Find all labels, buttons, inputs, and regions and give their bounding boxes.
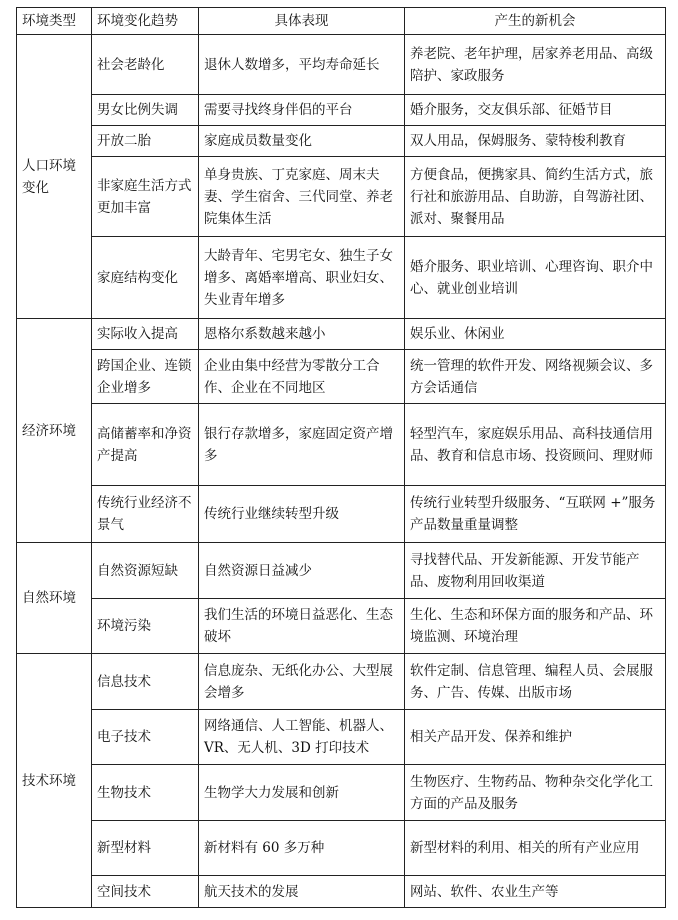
manifestation-cell: 信息庞杂、无纸化办公、大型展会增多 [199,654,405,710]
table-row [17,599,666,654]
table-row [17,821,666,876]
table-row [17,237,666,319]
table-row [17,876,666,908]
manifestation-cell: 银行存款增多，家庭固定资产增多 [199,404,405,486]
trend-cell: 环境污染 [92,599,199,654]
manifestation-cell: 自然资源日益减少 [199,543,405,599]
manifestation-cell: 单身贵族、丁克家庭、周末夫妻、学生宿舍、三代同堂、养老院集体生活 [199,157,405,237]
opportunity-cell: 轻型汽车，家庭娱乐用品、高科技通信用品、教育和信息市场、投资顾问、理财师 [405,404,666,486]
manifestation-cell: 新材料有 60 多万种 [199,821,405,876]
opportunity-cell: 生化、生态和环保方面的服务和产品、环境监测、环境治理 [405,599,666,654]
trend-cell: 生物技术 [92,765,199,821]
trend-cell: 家庭结构变化 [92,237,199,319]
trend-cell: 实际收入提高 [92,319,199,350]
category-cell: 技术环境 [17,654,92,908]
opportunity-cell: 方便食品，便携家具、简约生活方式，旅行社和旅游用品、自助游，自驾游社团、派对、聚餐用品 [405,157,666,237]
header-trend: 环境变化趋势 [92,8,199,35]
manifestation-cell: 网络通信、人工智能、机器人、VR、无人机、3D 打印技术 [199,710,405,765]
table-row [17,35,666,95]
trend-cell: 信息技术 [92,654,199,710]
opportunity-cell: 婚介服务，交友俱乐部、征婚节目 [405,95,666,126]
table-row [17,543,666,599]
trend-cell: 跨国企业、连锁企业增多 [92,350,199,404]
header-manifestation: 具体表现 [199,8,405,35]
trend-cell: 社会老龄化 [92,35,199,95]
trend-cell: 空间技术 [92,876,199,908]
manifestation-cell: 大龄青年、宅男宅女、独生子女增多、离婚率增高、职业妇女、失业青年增多 [199,237,405,319]
table-row [17,486,666,543]
manifestation-cell: 传统行业继续转型升级 [199,486,405,543]
opportunity-cell: 娱乐业、休闲业 [405,319,666,350]
table-row [17,350,666,404]
opportunity-cell: 婚介服务、职业培训、心理咨询、职介中心、就业创业培训 [405,237,666,319]
opportunity-cell: 相关产品开发、保养和维护 [405,710,666,765]
trend-cell: 新型材料 [92,821,199,876]
manifestation-cell: 企业由集中经营为零散分工合作、企业在不同地区 [199,350,405,404]
opportunity-cell: 统一管理的软件开发、网络视频会议、多方会话通信 [405,350,666,404]
table-body [17,8,666,908]
manifestation-cell: 生物学大力发展和创新 [199,765,405,821]
opportunity-cell: 软件定制、信息管理、编程人员、会展服务、广告、传媒、出版市场 [405,654,666,710]
header-env-type: 环境类型 [17,8,92,35]
opportunity-cell: 双人用品，保姆服务、蒙特梭利教育 [405,126,666,157]
manifestation-cell: 我们生活的环境日益恶化、生态破坏 [199,599,405,654]
environment-opportunity-table [16,7,666,908]
manifestation-cell: 航天技术的发展 [199,876,405,908]
table-row [17,654,666,710]
trend-cell: 开放二胎 [92,126,199,157]
table-row [17,95,666,126]
opportunity-cell: 传统行业转型升级服务、“互联网 +”服务产品数量重量调整 [405,486,666,543]
category-cell: 自然环境 [17,543,92,654]
opportunity-cell: 网站、软件、农业生产等 [405,876,666,908]
table-row [17,157,666,237]
category-cell: 人口环境变化 [17,35,92,319]
opportunity-cell: 新型材料的利用、相关的所有产业应用 [405,821,666,876]
table-row [17,126,666,157]
table-row [17,710,666,765]
manifestation-cell: 需要寻找终身伴侣的平台 [199,95,405,126]
opportunity-cell: 养老院、老年护理，居家养老用品、高级陪护、家政服务 [405,35,666,95]
manifestation-cell: 退休人数增多，平均寿命延长 [199,35,405,95]
opportunity-cell: 寻找替代品、开发新能源、开发节能产品、废物利用回收渠道 [405,543,666,599]
trend-cell: 自然资源短缺 [92,543,199,599]
table-row [17,765,666,821]
table-row [17,319,666,350]
trend-cell: 男女比例失调 [92,95,199,126]
manifestation-cell: 家庭成员数量变化 [199,126,405,157]
manifestation-cell: 恩格尔系数越来越小 [199,319,405,350]
trend-cell: 传统行业经济不景气 [92,486,199,543]
opportunity-cell: 生物医疗、生物药品、物种杂交化学化工方面的产品及服务 [405,765,666,821]
header-row [17,8,666,35]
trend-cell: 高储蓄率和净资产提高 [92,404,199,486]
header-opportunity: 产生的新机会 [405,8,666,35]
trend-cell: 非家庭生活方式更加丰富 [92,157,199,237]
trend-cell: 电子技术 [92,710,199,765]
table-row [17,404,666,486]
category-cell: 经济环境 [17,319,92,543]
